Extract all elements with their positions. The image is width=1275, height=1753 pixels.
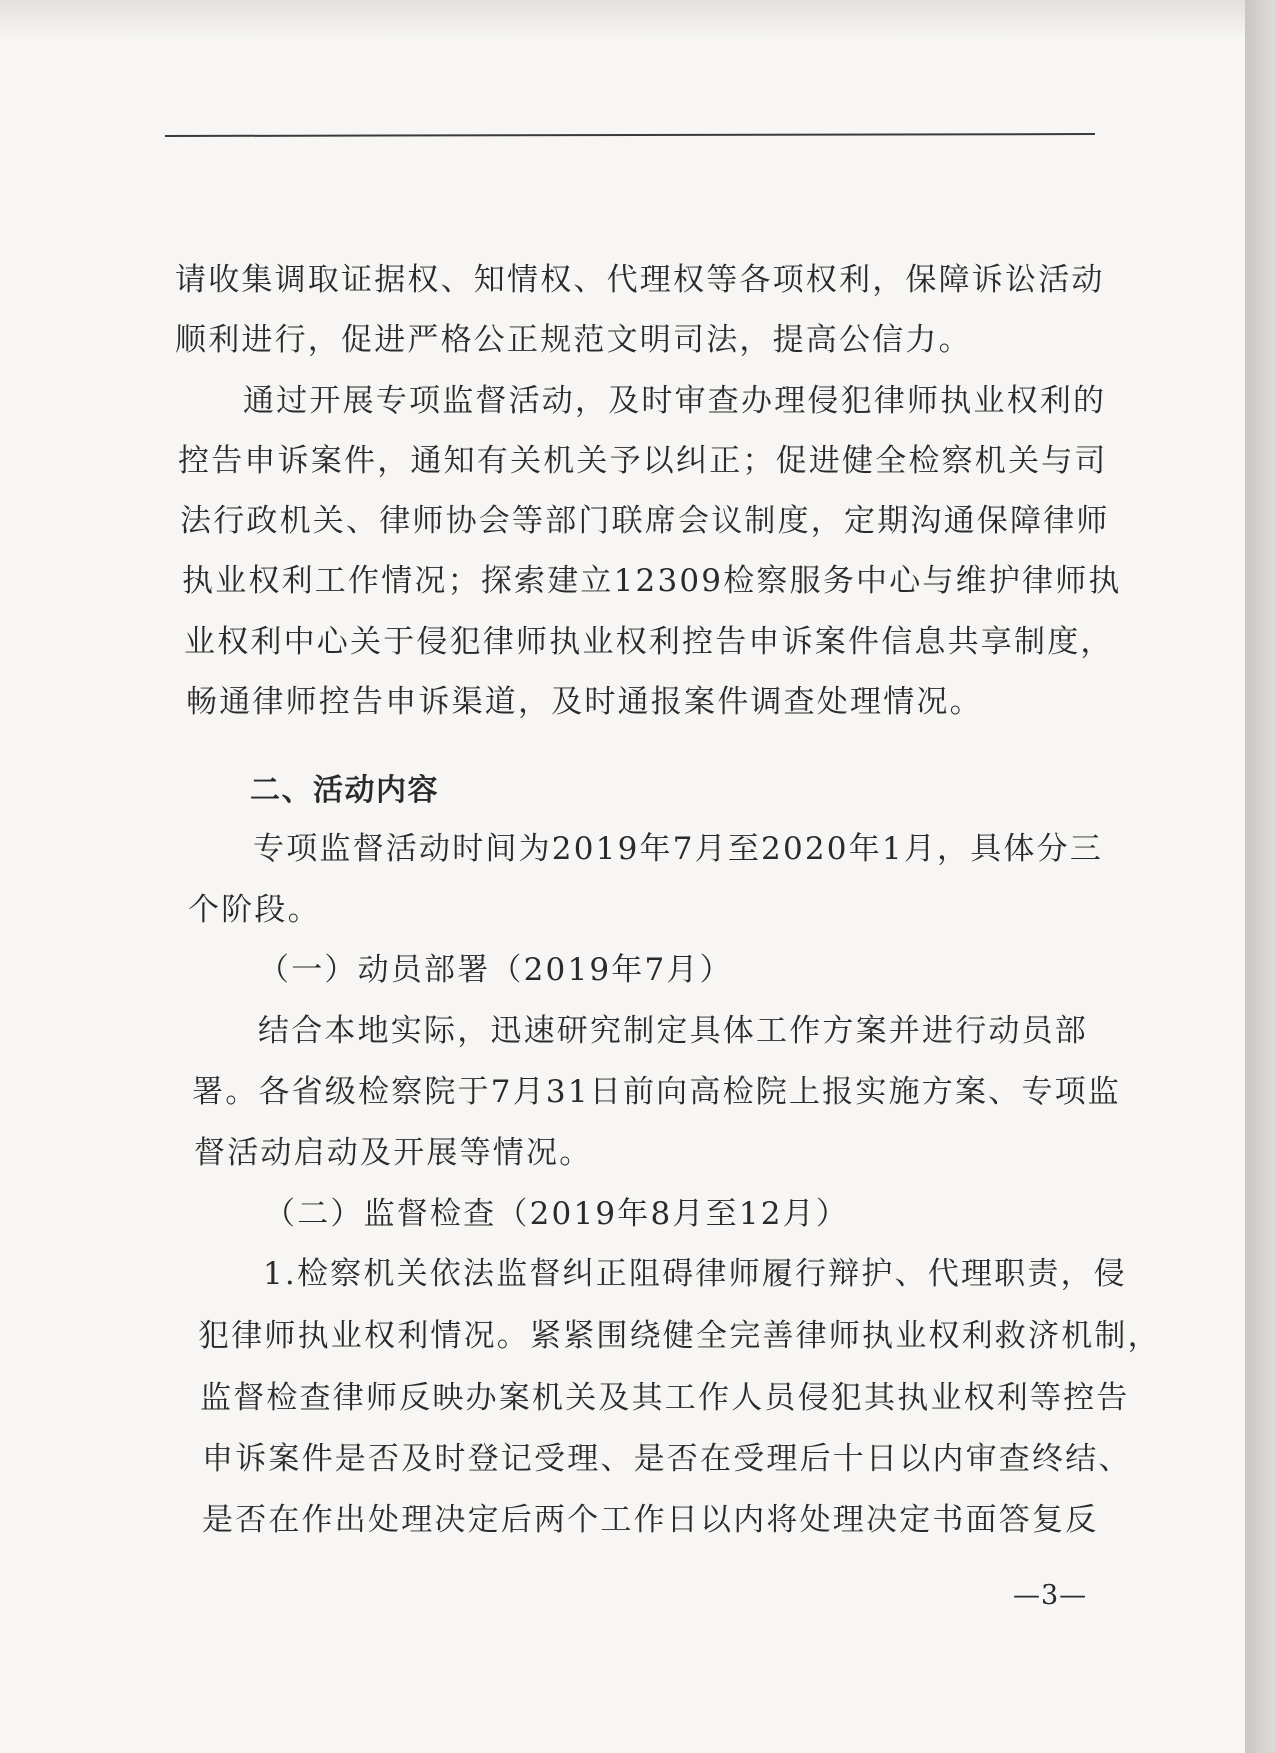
section-heading: 二、活动内容 [250,773,439,808]
text-line: 署。各省级检察院于7月31日前向高检院上报实施方案、专项监 [192,1074,1121,1110]
text-line: 结合本地实际，迅速研究制定具体工作方案并进行动员部 [258,1013,1088,1049]
text-line: 请收集调取证据权、知情权、代理权等各项权利，保障诉讼活动 [175,262,1105,298]
text-line: 专项监督活动时间为2019年7月至2020年1月，具体分三 [253,831,1104,867]
scan-background-edge [1245,0,1275,1753]
text-line: 通过开展专项监督活动，及时审查办理侵犯律师执业权利的 [243,383,1107,419]
text-line: 法行政机关、律师协会等部门联席会议制度，定期沟通保障律师 [180,503,1110,539]
text-line: 申诉案件是否及时登记受理、是否在受理后十日以内审查终结、 [202,1441,1132,1477]
page-number: —3— [1013,1580,1088,1611]
text-line: 督活动启动及开展等情况。 [194,1135,593,1171]
text-line: 执业权利工作情况；探索建立12309检察服务中心与维护律师执 [182,563,1122,599]
text-line: 1.检察机关依法监督纠正阻碍律师履行辩护、代理职责，侵 [263,1256,1127,1292]
text-line: 畅通律师控告申诉渠道，及时通报案件调查处理情况。 [186,684,983,720]
text-line: 个阶段。 [188,892,321,928]
subsection-heading: （二）监督检查（2019年8月至12月） [264,1196,850,1232]
text-line: 业权利中心关于侵犯律师执业权利控告申诉案件信息共享制度， [184,624,1114,660]
subsection-heading: （一）动员部署（2019年7月） [258,952,733,988]
text-line: 是否在作出处理决定后两个工作日以内将处理决定书面答复反 [202,1502,1099,1538]
text-line: 顺利进行，促进严格公正规范文明司法，提高公信力。 [175,322,972,358]
text-line: 犯律师执业权利情况。紧紧围绕健全完善律师执业权利救济机制， [198,1318,1161,1354]
text-line: 监督检查律师反映办案机关及其工作人员侵犯其执业权利等控告 [200,1380,1130,1416]
text-line: 控告申诉案件，通知有关机关予以纠正；促进健全检察机关与司 [178,443,1108,479]
